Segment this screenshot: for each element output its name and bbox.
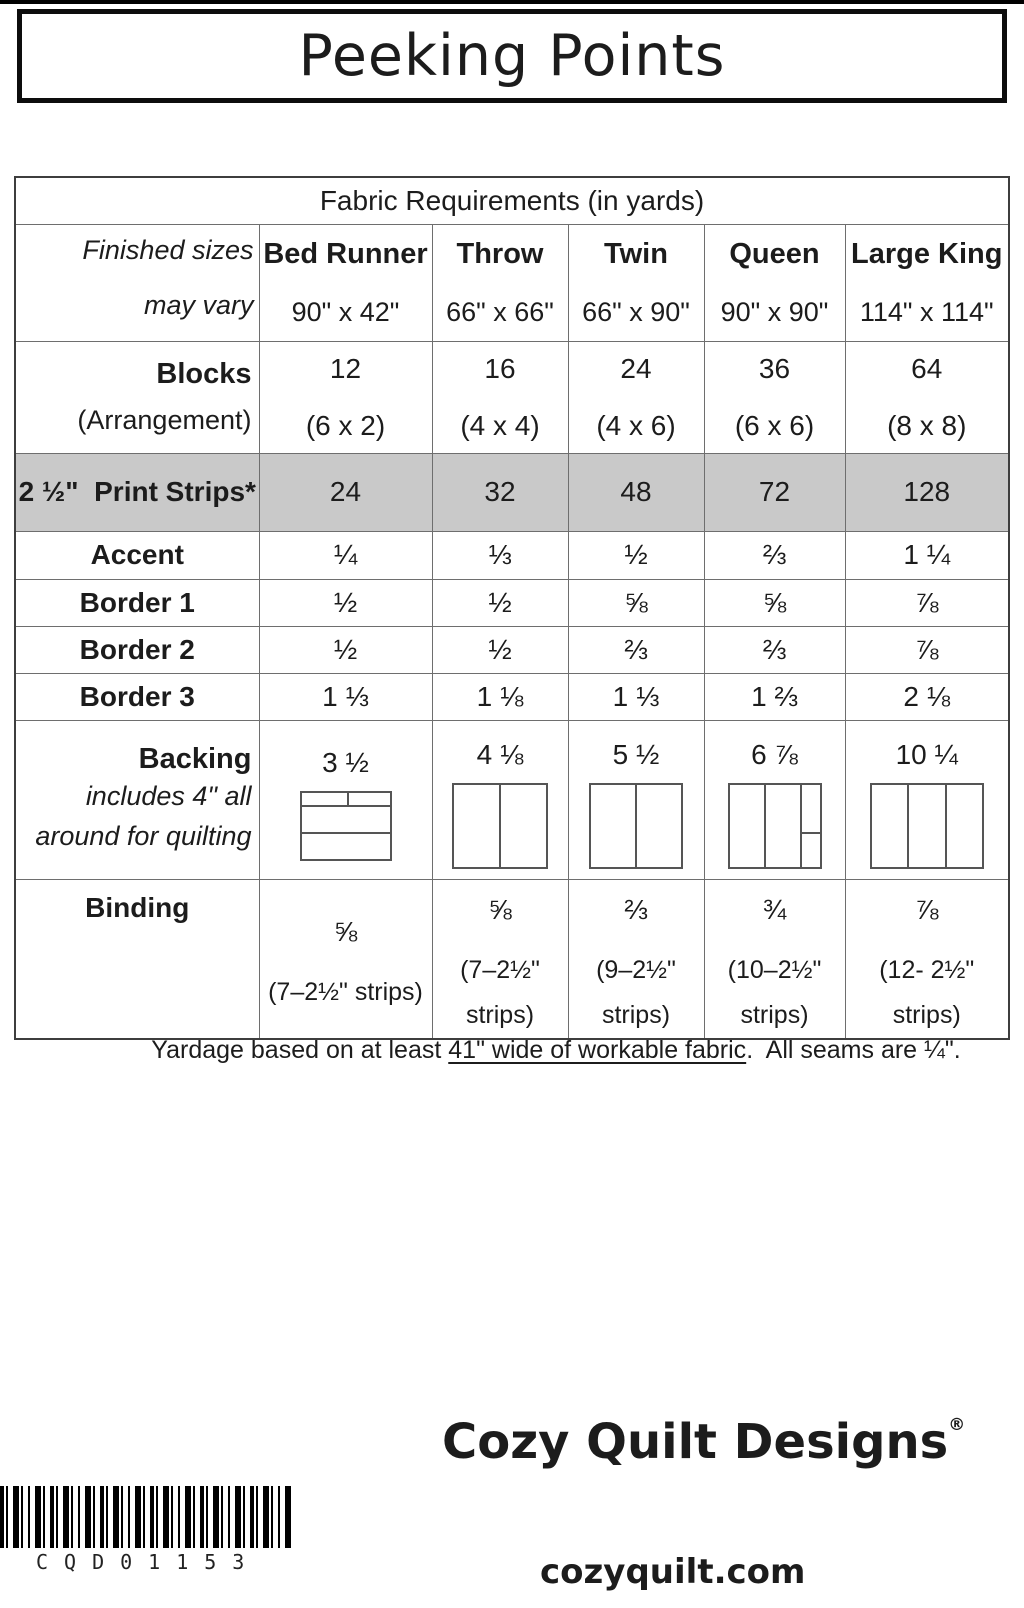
column-size: 90" x 90" [720,296,829,327]
fabric-requirements-table [14,176,1010,1040]
column-header-throw [432,224,568,341]
blocks-arrangement: (4 x 4) [460,409,540,441]
accent-cell: 1 ¼ [845,531,1009,579]
border1-cell: ⅞ [845,579,1009,626]
backing-layout-diagram-large-king [870,783,984,869]
blocks-cell [259,341,432,453]
column-size: 66" x 90" [582,296,690,327]
barcode [0,1486,292,1574]
size-note-cell [15,224,259,341]
border1-cell: ⅝ [568,579,704,626]
blocks-cell [845,341,1009,453]
website-url: cozyquilt.com [540,1552,806,1592]
binding-value: ¾ [762,893,787,925]
column-name: Throw [456,237,544,270]
blocks-cell [568,341,704,453]
blocks-row-label [15,341,259,453]
binding-cell [704,879,845,1039]
border2-cell: ⅞ [845,626,1009,673]
border2-cell: ⅔ [704,626,845,673]
print-strips-cell: 128 [845,453,1009,531]
print-strips-cell: 48 [568,453,704,531]
accent-cell: ½ [568,531,704,579]
brand-logo: Cozy Quilt Designs® [442,1414,966,1470]
accent-cell: ¼ [259,531,432,579]
print-strips-row-label: 2 ½" Print Strips* [15,453,259,531]
backing-layout-diagram-throw [452,783,548,869]
binding-strips: (7–2½" strips) [460,955,540,1029]
blocks-label: Blocks [156,358,252,390]
blocks-count: 64 [911,352,943,384]
border3-cell: 1 ⅔ [704,673,845,720]
arrangement-label: (Arrangement) [77,405,252,435]
backing-cell [704,720,845,879]
binding-row-label: Binding [15,879,259,1039]
border1-cell: ⅝ [704,579,845,626]
border3-cell: 1 ⅓ [568,673,704,720]
accent-cell: ⅔ [704,531,845,579]
column-header-large-king [845,224,1009,341]
border1-cell: ½ [432,579,568,626]
yardage-footnote: Yardage based on at least 41" wide of workable fabric. All seams are ¼". [151,1036,961,1064]
binding-cell [845,879,1009,1039]
blocks-arrangement: (6 x 6) [734,409,815,441]
column-size: 114" x 114" [859,296,994,327]
border1-row-label: Border 1 [15,579,259,626]
blocks-arrangement: (6 x 2) [305,409,386,441]
print-strips-cell: 32 [432,453,568,531]
binding-strips: (7–2½" strips) [268,978,423,1006]
backing-cell [432,720,568,879]
size-note-line1: Finished sizes [82,234,254,265]
binding-strips: (12- 2½" strips) [879,955,975,1029]
column-name: Bed Runner [263,237,428,270]
print-strips-cell: 24 [259,453,432,531]
print-strips-cell: 72 [704,453,845,531]
column-size: 90" x 42" [291,296,400,327]
border2-row-label: Border 2 [15,626,259,673]
blocks-arrangement: (8 x 8) [887,409,967,441]
column-header-twin [568,224,704,341]
column-name: Large King [851,237,1003,270]
backing-value: 4 ⅛ [476,738,524,770]
size-note-line2: may vary [143,289,254,320]
column-size: 66" x 66" [446,296,554,327]
backing-value: 6 ⅞ [751,738,798,770]
backing-cell [845,720,1009,879]
binding-value: ⅝ [488,893,512,925]
binding-value: ⅝ [333,916,358,947]
border3-cell: 1 ⅓ [259,673,432,720]
barcode-bars-icon [0,1486,292,1548]
backing-label: Backing [138,742,252,775]
border2-cell: ⅔ [568,626,704,673]
backing-cell [259,720,432,879]
table-caption: Fabric Requirements (in yards) [15,177,1009,224]
blocks-cell [704,341,845,453]
backing-layout-diagram-twin [589,783,683,869]
accent-cell: ⅓ [432,531,568,579]
column-name: Twin [604,237,668,270]
border3-cell: 2 ⅛ [845,673,1009,720]
barcode-code: CQD01153 [36,1550,261,1574]
border1-cell: ½ [259,579,432,626]
binding-cell [259,879,432,1039]
backing-layout-diagram-queen [728,783,822,869]
scan-edge [0,0,1024,4]
binding-cell [568,879,704,1039]
column-name: Queen [729,237,820,270]
border3-cell: 1 ⅛ [432,673,568,720]
binding-cell [432,879,568,1039]
border2-cell: ½ [259,626,432,673]
binding-strips: (9–2½" strips) [596,955,676,1029]
backing-note: includes 4" all around for quilting [35,780,252,851]
accent-row-label: Accent [15,531,259,579]
column-header-queen [704,224,845,341]
border2-cell: ½ [432,626,568,673]
backing-layout-diagram-bed-runner [300,791,392,861]
binding-value: ⅔ [624,893,648,925]
blocks-cell [432,341,568,453]
backing-value: 3 ½ [322,746,369,778]
backing-value: 5 ½ [612,738,660,770]
blocks-count: 36 [758,352,791,384]
blocks-arrangement: (4 x 6) [596,409,676,441]
binding-strips: (10–2½" strips) [727,955,822,1029]
backing-cell [568,720,704,879]
blocks-count: 16 [484,352,516,384]
registered-trademark-icon: ® [948,1415,966,1435]
underlined-fabric-width: 41" wide of workable fabric [448,1036,747,1064]
blocks-count: 12 [329,352,362,384]
page-title: Peeking Points [298,23,726,89]
binding-value: ⅞ [915,893,939,925]
border3-row-label: Border 3 [15,673,259,720]
title-box [17,9,1007,103]
column-header-bed-runner [259,224,432,341]
backing-value: 10 ¼ [895,738,958,770]
blocks-count: 24 [620,352,652,384]
backing-row-label [15,720,259,879]
